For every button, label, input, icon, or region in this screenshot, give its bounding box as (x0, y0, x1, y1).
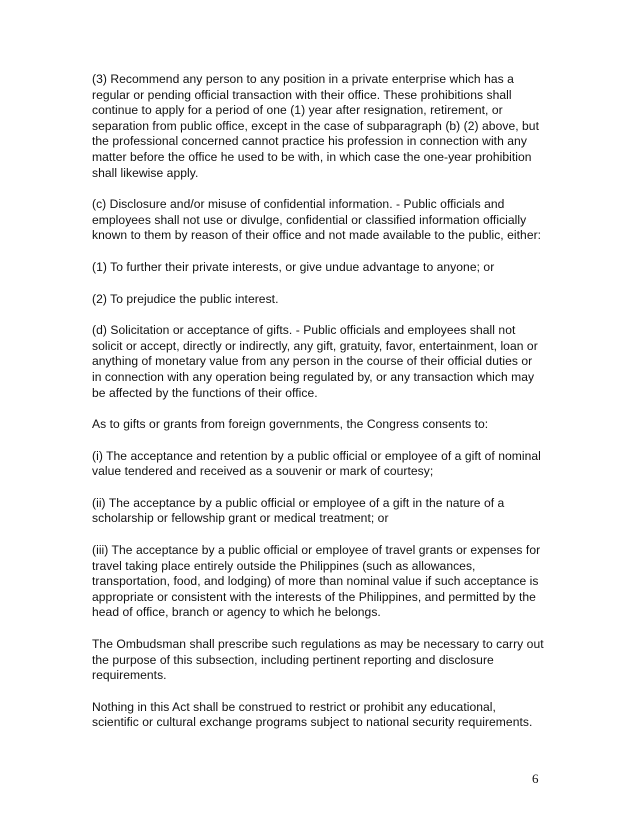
paragraph-subparagraph-3: (3) Recommend any person to any position in a private enterprise which has a regular or pending official transaction with their office. These prohibitions shall continue to apply for a period of one (1) year after resignation, retirement, or separation from public office, except in the case of subparagraph (b) (2) above, but the professional concerned cannot practice his profession in connection with any matter before the office he used to be with, in which case the one-year prohibition shall likewise apply. (92, 72, 539, 180)
paragraph-item-2: (2) To prejudice the public interest. (92, 291, 279, 306)
paragraph-exchange-programs: Nothing in this Act shall be construed to restrict or prohibit any educational, scientific or cultural exchange programs subject to national security requirements. (92, 699, 533, 730)
paragraph-section-d: (d) Solicitation or acceptance of gifts. - Public officials and employees shall not solicit or accept, directly or indirectly, any gift, gratuity, favor, entertainment, loan or anything of monetary value from any person in the course of their official duties or in connection with any operation being regulated by, or any transaction which may be affected by the functions of their office. (92, 323, 538, 400)
document-body (92, 72, 544, 747)
paragraph-section-c: (c) Disclosure and/or misuse of confidential information. - Public officials and employees shall not use or divulge, confidential or classified information officially known to them by reason of their office and not made available to the public, either: (92, 197, 542, 243)
page-number: 6 (532, 771, 539, 786)
paragraph-ombudsman: The Ombudsman shall prescribe such regulations as may be necessary to carry out the purpose of this subsection, including pertinent reporting and disclosure requirements. (92, 637, 544, 683)
paragraph-item-i: (i) The acceptance and retention by a public official or employee of a gift of nominal value tendered and received as a souvenir or mark of courtesy; (92, 448, 541, 479)
paragraph-item-iii: (iii) The acceptance by a public official or employee of travel grants or expenses for travel taking place entirely outside the Philippines (such as allowances, transportation, food, and lodging) of more than nominal value if such acceptance is appropriate or consistent with the interests of the Philippines, and permitted by the head of office, branch or agency to which he belongs. (92, 543, 541, 620)
paragraph-item-ii: (ii) The acceptance by a public official or employee of a gift in the nature of a scholarship or fellowship grant or medical treatment; or (92, 495, 505, 526)
paragraph-item-1: (1) To further their private interests, or give undue advantage to anyone; or (92, 259, 495, 274)
paragraph-foreign-gifts-intro: As to gifts or grants from foreign governments, the Congress consents to: (92, 417, 489, 432)
